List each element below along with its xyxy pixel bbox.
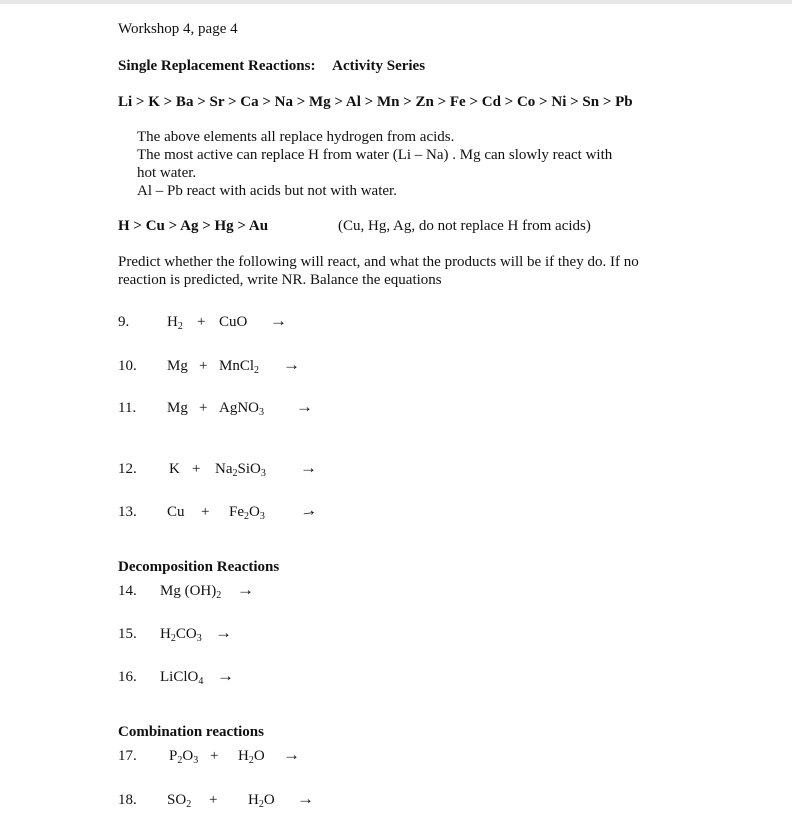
problem-number: 11. (118, 400, 137, 416)
plus-sign: + (199, 400, 208, 416)
reaction-arrow-icon: → (215, 623, 232, 642)
reaction-arrow-icon: → (297, 789, 314, 808)
note-line-1: The above elements all replace hydrogen from acids. (137, 129, 455, 145)
reactant-b: AgNO$_3$ (219, 400, 264, 418)
reaction-arrow-icon: → (300, 458, 317, 477)
reactant-b: $Fe_2O_3$ (229, 504, 265, 522)
reactant-b: $H_2O$ (238, 748, 265, 766)
reactant-formula: LiClO$_4$ (160, 669, 204, 687)
plus-sign: + (210, 748, 219, 764)
instructions-line-1: Predict whether the following will react, and what the products will be if they do. If no (118, 254, 639, 270)
instructions-line-2: reaction is predicted, write NR. Balance the equations (118, 272, 442, 288)
reaction-arrow-icon: → (217, 666, 234, 685)
section-title-single-replacement (118, 57, 425, 75)
reactant-formula: Mg $(OH)_2$ (160, 583, 222, 601)
note-line-4: Al – Pb react with acids but not with water. (137, 183, 397, 199)
reaction-arrow-icon: → (237, 580, 254, 599)
problem-number: 14. (118, 583, 137, 599)
reactant-a: Mg (167, 358, 188, 374)
reactant-a: $P_2O_3$ (169, 748, 199, 766)
decomposition-title: Decomposition Reactions (118, 559, 280, 575)
reactant-a: Mg (167, 400, 188, 416)
page-top-border (0, 0, 792, 4)
problem-number: 16. (118, 669, 137, 685)
activity-series-subtitle: Activity Series (332, 58, 426, 74)
reaction-arrow-icon: → (270, 311, 287, 330)
problem-number: 12. (118, 461, 137, 477)
lower-activity-series: H > Cu > Ag > Hg > Au (118, 218, 269, 234)
plus-sign: + (201, 504, 210, 520)
reaction-arrow-icon: → (296, 397, 313, 416)
plus-sign: + (199, 358, 208, 374)
page-label: Workshop 4, page 4 (118, 21, 238, 37)
reactant-a: K (169, 461, 180, 477)
combination-title: Combination reactions (118, 724, 264, 740)
reactant-b: CuO (219, 314, 248, 330)
reactant-a: $SO_2$ (167, 792, 192, 810)
reaction-arrow-icon: → (283, 745, 300, 764)
note-line-3: hot water. (137, 165, 197, 181)
problem-number: 15. (118, 626, 137, 642)
reactant-a: Cu (167, 504, 185, 520)
problem-number: 13. (118, 504, 137, 520)
reactant-formula: $H_2CO_3$ (160, 626, 202, 644)
single-replacement-title: Single Replacement Reactions: (118, 58, 316, 74)
reactant-a: $H_2$ (167, 314, 183, 332)
note-line-2: The most active can replace H from water (Li – Na) . Mg can slowly react with (137, 147, 613, 163)
plus-sign: + (209, 792, 218, 808)
reactant-b: $H_2O$ (248, 792, 275, 810)
reaction-arrow-icon: → (298, 499, 319, 522)
reactant-b: MnCl$_2$ (219, 358, 260, 376)
problem-number: 18. (118, 792, 137, 808)
activity-series: Li > K > Ba > Sr > Ca > Na > Mg > Al > Mn > Zn > Fe > Cd > Co > Ni > Sn > Pb (118, 94, 633, 110)
reactant-b: $Na_2SiO_3$ (215, 461, 266, 479)
problem-number: 10. (118, 358, 137, 374)
problem-number: 9. (118, 314, 130, 330)
plus-sign: + (192, 461, 201, 477)
lower-series-note: (Cu, Hg, Ag, do not replace H from acids) (338, 218, 591, 234)
plus-sign: + (197, 314, 206, 330)
problem-number: 17. (118, 748, 137, 764)
reaction-arrow-icon: → (283, 355, 300, 374)
